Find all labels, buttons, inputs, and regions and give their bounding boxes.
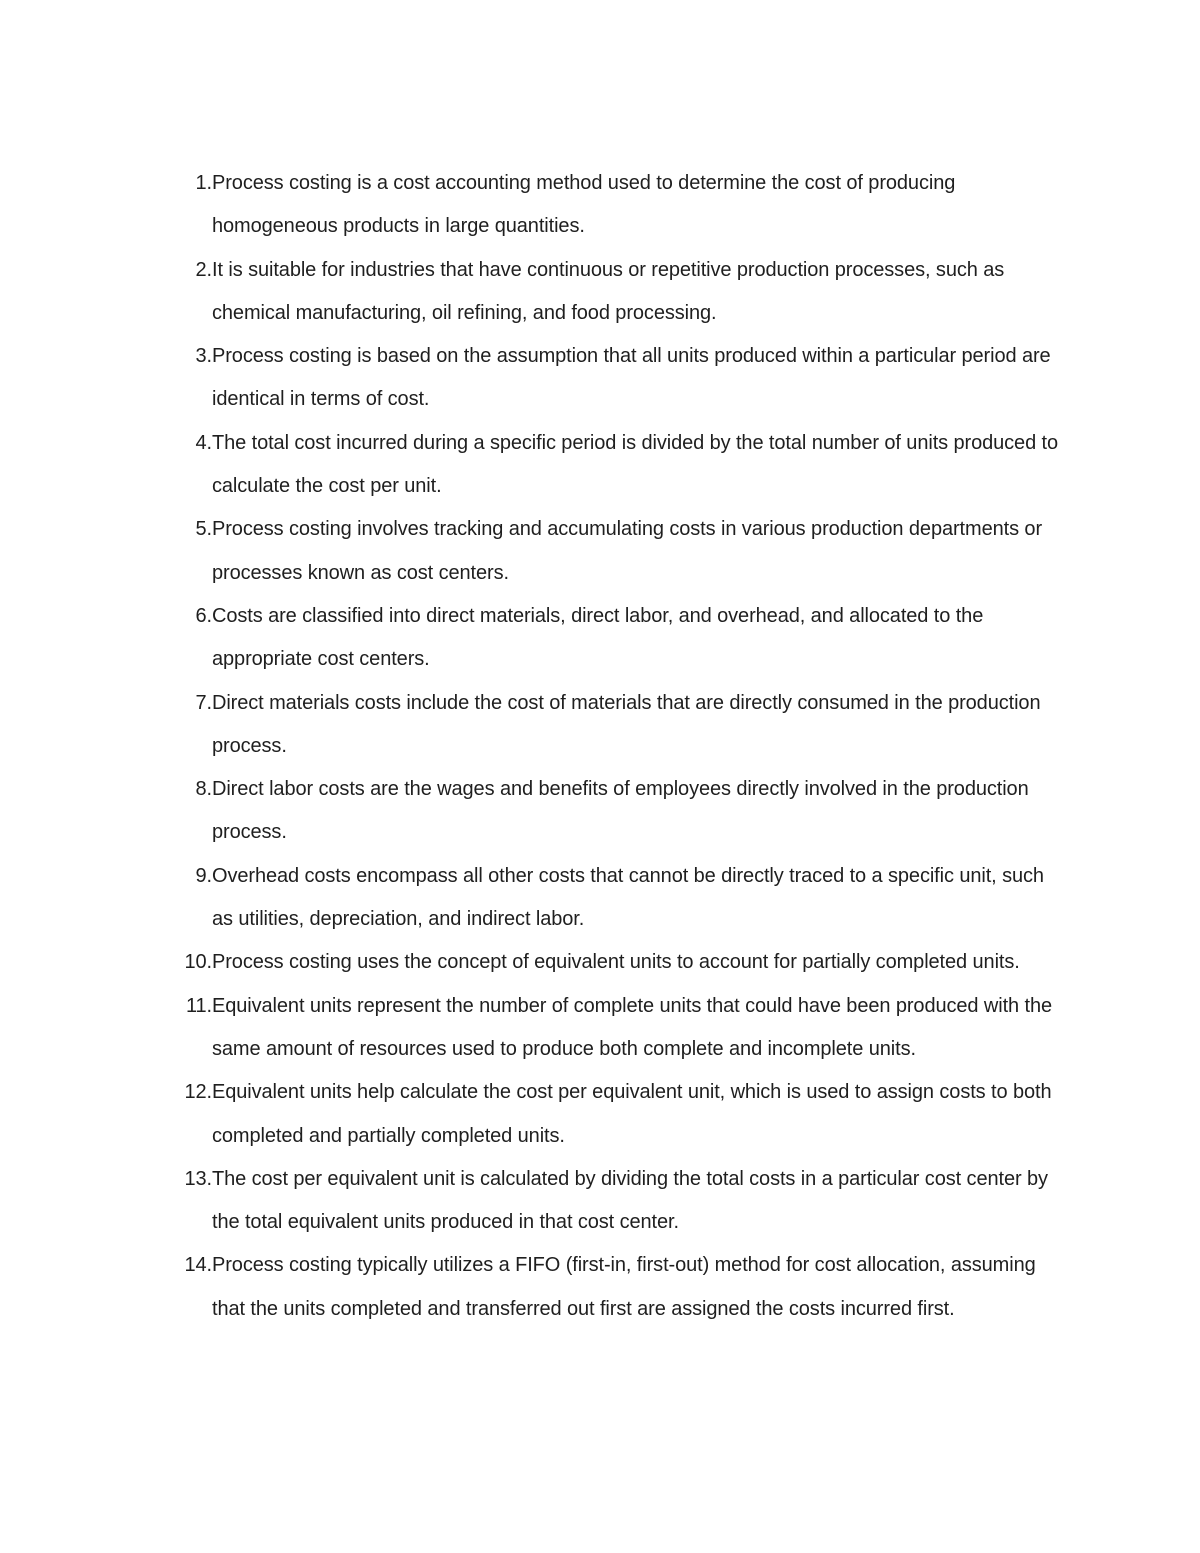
list-item <box>172 335 1072 422</box>
list-item-text: It is suitable for industries that have continuous or repetitive production processes, such as chemical manufacturing, oil refining, and food processing. <box>212 258 1005 324</box>
list-item-number: 10. <box>184 951 212 974</box>
list-item <box>172 682 1072 769</box>
list-item-text: The total cost incurred during a specific period is divided by the total number of units produced to calculate the cost per unit. <box>212 431 1059 498</box>
list-item <box>172 768 1072 855</box>
list-item-text: Process costing involves tracking and accumulating costs in various production departments or processes known as cost centers. <box>212 518 1043 584</box>
list-item-text: Direct labor costs are the wages and benefits of employees directly involved in the production process. <box>212 778 1029 844</box>
list-item-number: 7. <box>195 691 212 714</box>
list-item <box>172 985 1072 1072</box>
numbered-list <box>172 162 1072 1331</box>
list-item-text: Process costing uses the concept of equivalent units to account for partially completed units. <box>212 951 1020 974</box>
list-item-number: 13. <box>184 1167 212 1190</box>
list-item <box>172 1158 1072 1245</box>
list-item-number: 5. <box>195 518 212 541</box>
list-item-number: 3. <box>195 345 212 368</box>
list-item <box>172 249 1072 336</box>
list-item-text: Costs are classified into direct materials, direct labor, and overhead, and allocated to the appropriate cost centers. <box>212 604 984 671</box>
list-item-number: 12. <box>184 1081 212 1104</box>
list-item <box>172 162 1072 249</box>
list-item-text: Process costing typically utilizes a FIFO (first-in, first-out) method for cost allocation, assuming that the units completed and transferred out first are assigned the costs incurred first. <box>212 1254 1036 1320</box>
list-item <box>172 855 1072 942</box>
list-item-number: 6. <box>195 604 212 627</box>
list-item-number: 8. <box>195 778 212 801</box>
list-item-text: Equivalent units represent the number of complete units that could have been produced with the same amount of resources used to produce both complete and incomplete units. <box>212 994 1053 1060</box>
list-item <box>172 422 1072 509</box>
list-item-text: Equivalent units help calculate the cost per equivalent unit, which is used to assign costs to both completed and partially completed units. <box>212 1081 1052 1147</box>
list-item-text: The cost per equivalent unit is calculated by dividing the total costs in a particular cost center by the total equivalent units produced in that cost center. <box>212 1167 1048 1234</box>
list-item-number: 1. <box>195 172 212 194</box>
list-item-number: 4. <box>195 431 212 454</box>
list-item-number: 2. <box>195 258 212 281</box>
list-item-text: Direct materials costs include the cost of materials that are directly consumed in the production process. <box>212 691 1041 757</box>
list-item-text: Process costing is a cost accounting method used to determine the cost of producing homogeneous products in large quantities. <box>212 172 956 238</box>
list-item-text: Process costing is based on the assumption that all units produced within a particular period are identical in terms of cost. <box>212 345 1051 411</box>
list-item-number: 9. <box>195 864 212 887</box>
list-item <box>172 941 1072 984</box>
list-item-text: Overhead costs encompass all other costs that cannot be directly traced to a specific unit, such as utilities, depreciation, and indirect labor. <box>212 864 1044 931</box>
list-item <box>172 1244 1072 1331</box>
list-item <box>172 508 1072 595</box>
list-item-number: 11. <box>185 994 212 1017</box>
list-item <box>172 595 1072 682</box>
list-item <box>172 1071 1072 1158</box>
list-item-number: 14. <box>184 1254 212 1277</box>
